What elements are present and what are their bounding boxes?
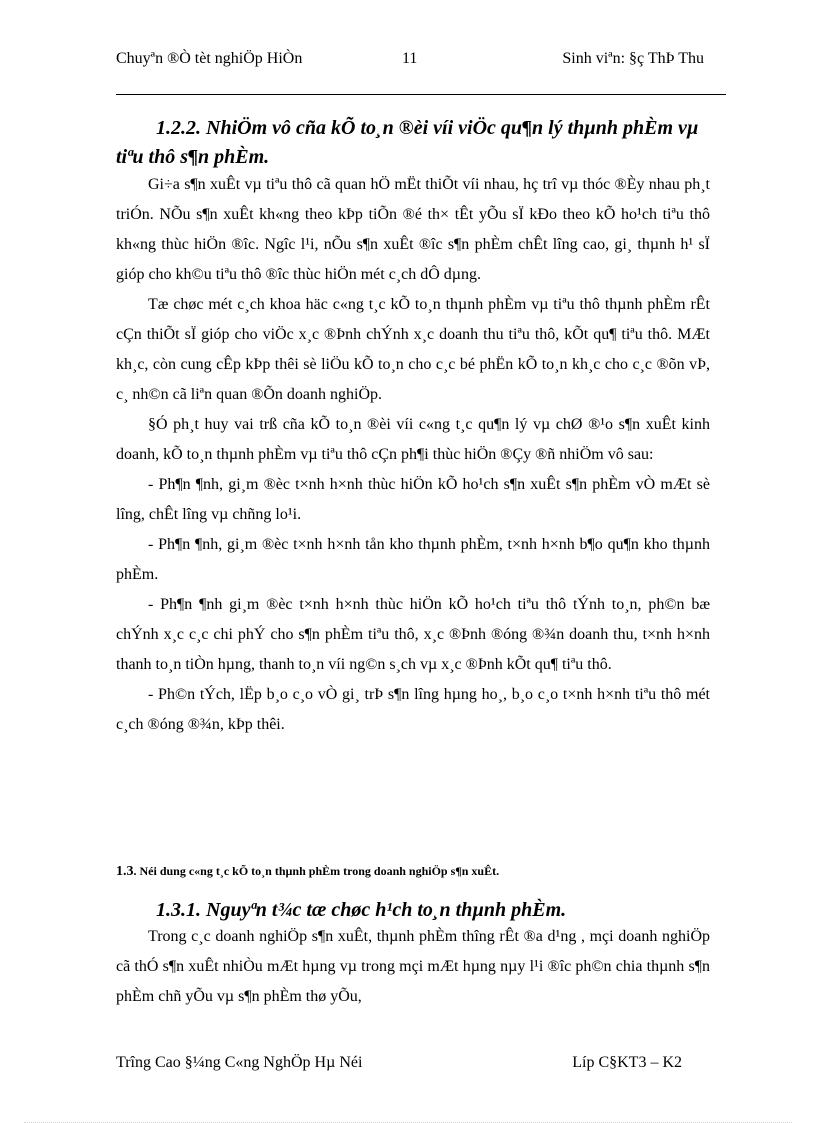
footer-school-name: Trîng Cao §¼ng C«ng NghÖp Hµ Néi xyxy=(116,1054,363,1071)
page-header xyxy=(116,48,726,95)
paragraph-closing: Trong c¸c doanh nghiÖp s¶n xuÊt, thµnh phÈm thîng rÊt ®a d¹ng , mçi doanh nghiÖp cã thÓ s¶n xuÊt nhiÒu mÆt hµng vµ trong mçi mÆt hµng nµy l¹i ®îc ph©n chia thµnh s¶n phÈm chñ yÕu vµ s¶n phÈm thø yÕu, xyxy=(116,928,710,1005)
task-item-1: - Ph¶n ¶nh, gi¸m ®èc t×nh h×nh thùc hiÖn kÕ ho¹ch s¶n xuÊt s¶n phÈm vÒ mÆt sè lîng, chÊt lîng vµ chñng lo¹i. xyxy=(116,476,710,523)
header-page-number: 11 xyxy=(402,50,418,67)
task-item-2: - Ph¶n ¶nh, gi¸m ®èc t×nh h×nh tån kho thµnh phÈm, t×nh h×nh b¶o qu¶n kho thµnh phÈm. xyxy=(116,536,710,583)
section-heading-1-3-1: 1.3.1. Nguyªn t¾c tæ chøc h¹ch to¸n thµnh phÈm. xyxy=(156,899,567,921)
paragraph-3: §Ó ph¸t huy vai trß cña kÕ to¸n ®èi víi c«ng t¸c qu¶n lý vµ chØ ®¹o s¶n xuÊt kinh doanh, kÕ to¸n thµnh phÈm vµ tiªu thô cÇn ph¶i thùc hiÖn ®Çy ®ñ nhiÖm vô sau: xyxy=(116,416,710,463)
task-item-3: - Ph¶n ¶nh gi¸m ®èc t×nh h×nh thùc hiÖn kÕ ho¹ch tiªu thô tÝnh to¸n, ph©n bæ chÝnh x¸c c¸c chi phÝ cho s¶n phÈm tiªu thô, x¸c ®Þnh ®óng ®¾n doanh thu, t×nh h×nh thanh to¸n tiÒn hµng, thanh to¸n víi ng©n s¸ch vµ x¸c ®Þnh kÕt qu¶ tiªu thô. xyxy=(116,596,710,673)
body-section-1-3-1 xyxy=(116,922,710,1012)
section-title: . Néi dung c«ng t¸c kÕ to¸n thµnh phÈm trong doanh nghiÖp s¶n xuÊt. xyxy=(133,864,500,878)
paragraph-1: Gi÷a s¶n xuÊt vµ tiªu thô cã quan hÖ mËt thiÕt víi nhau, hç trî vµ thóc ®Èy nhau ph¸t triÓn. NÕu s¶n xuÊt kh«ng theo kÞp tiÕn ®é th× tÊt yÕu sÏ kÐo theo kÕ ho¹ch tiªu thô kh«ng thùc hiÖn ®îc. Ngîc l¹i, nÕu s¶n xuÊt ®îc s¶n phÈm chÊt lîng cao, gi¸ thµnh h¹ sÏ gióp cho kh©u tiªu thô ®îc thùc hiÖn mét c¸ch dÔ dµng. xyxy=(116,176,710,283)
header-student-name: Sinh viªn: §ç ThÞ Thu xyxy=(562,50,704,67)
section-number: 1.3 xyxy=(116,864,134,879)
paragraph-2: Tæ chøc mét c¸ch khoa häc c«ng t¸c kÕ to¸n thµnh phÈm vµ tiªu thô thµnh phÈm rÊt cÇn thiÕt sÏ gióp cho viÖc x¸c ®Þnh chÝnh x¸c doanh thu tiªu thô, kÕt qu¶ tiªu thô. MÆt kh¸c, còn cung cÊp kÞp thêi sè liÖu kÕ to¸n cho c¸c bé phËn kÕ to¸n kh¸c cho c¸c ®õn vÞ, c¸ nh©n cã liªn quan ®Õn doanh nghiÖp. xyxy=(116,296,710,403)
task-item-4: - Ph©n tÝch, lËp b¸o c¸o vÒ gi¸ trÞ s¶n lîng hµng ho¸, b¸o c¸o t×nh h×nh tiªu thô mét c¸ch ®óng ®¾n, kÞp thêi. xyxy=(116,686,710,733)
header-thesis-title: Chuyªn ®Ò tèt nghiÖp HiÒn xyxy=(116,50,303,67)
section-heading-1-3 xyxy=(116,864,499,880)
footer-class-code: Líp C§KT3 – K2 xyxy=(572,1054,682,1071)
body-section-1-2-2 xyxy=(116,170,710,740)
section-heading-1-2-2: 1.2.2. NhiÖm vô cña kÕ to¸n ®èi víi viÖc qu¶n lý thµnh phÈm vµ tiªu thô s¶n phÈm. xyxy=(116,117,699,168)
